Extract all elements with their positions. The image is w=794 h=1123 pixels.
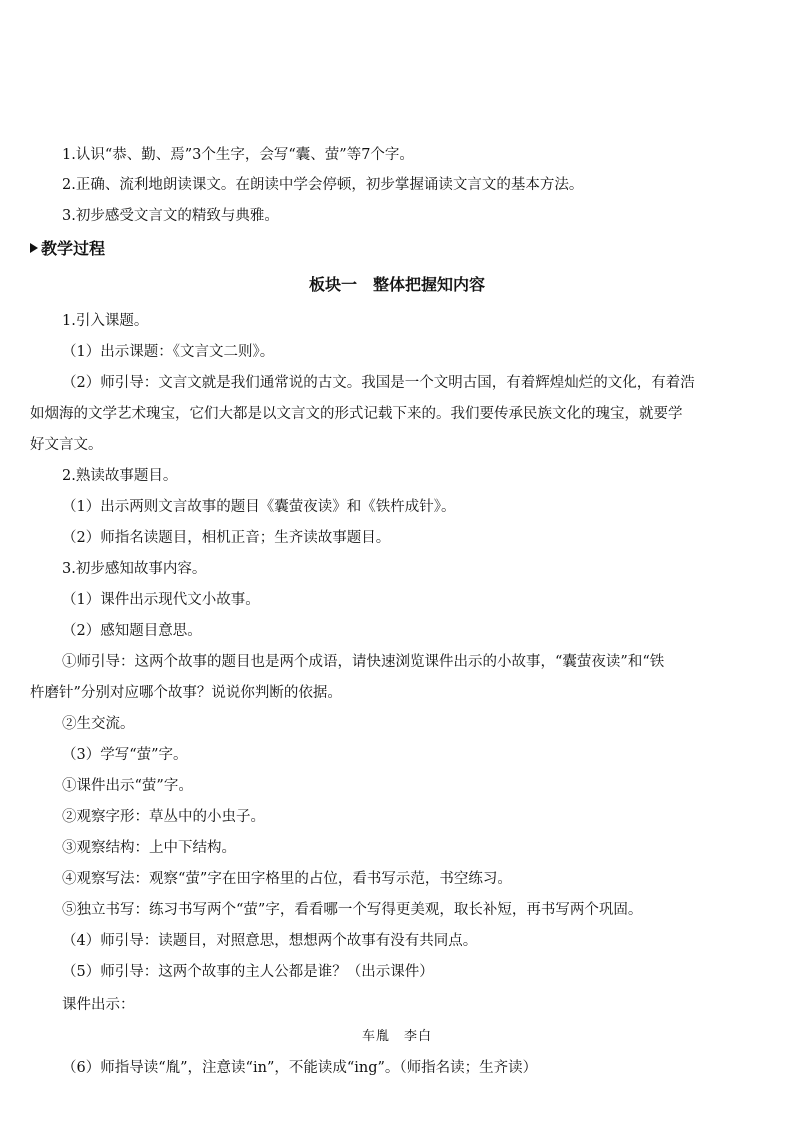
paragraph-line: ⑤独立书写：练习书写两个“萤”字，看看哪一个写得更美观，取长补短，再书写两个巩固。 [62,902,643,918]
paragraph-line: ②观察字形：草丛中的小虫子。 [62,809,265,825]
objective-1: 1.认识“恭、勤、焉”3个生字，会写“囊、萤”等7个字。 [62,147,414,163]
objective-2: 2.正确、流利地朗读课文。在朗读中学会停顿，初步掌握诵读文言文的基本方法。 [62,177,584,193]
paragraph-line: （1）课件出示现代文小故事。 [62,592,260,608]
paragraph-line: 好文言文。 [30,437,103,453]
triangle-bullet-icon [30,243,38,253]
paragraph-line: 如烟海的文学艺术瑰宝，它们大都是以文言文的形式记载下来的。我们要传承民族文化的瑰宝，就要学 [30,406,683,422]
paragraph-line: ②生交流。 [62,716,135,732]
paragraph-line: （2）师引导：文言文就是我们通常说的古文。我国是一个文明古国，有着辉煌灿烂的文化，有着浩 [62,375,695,391]
objective-3: 3.初步感受文言文的精致与典雅。 [62,208,279,224]
character-names: 车胤 李白 [361,1029,432,1044]
paragraph-line: （4）师引导：读题目，对照意思，想想两个故事有没有共同点。 [62,933,478,949]
paragraph-line: （3）学写“萤”字。 [62,747,188,763]
paragraph-line: （6）师指导读“胤”，注意读“in”，不能读成“ing”。（师指名读；生齐读） [62,1060,538,1076]
paragraph-line: ③观察结构：上中下结构。 [62,840,236,856]
paragraph-line: ①课件出示“萤”字。 [62,778,193,794]
process-heading: 教学过程 [30,239,105,259]
paragraph-line: 课件出示： [62,997,135,1013]
paragraph-line: （2）师指名读题目，相机正音；生齐读故事题目。 [62,530,391,546]
paragraph-line: 1.引入课题。 [62,313,149,329]
paragraph-line: ①师引导：这两个故事的题目也是两个成语，请快速浏览课件出示的小故事，“囊萤夜读”和“铁 [62,654,665,670]
paragraph-line: （1）出示两则文言故事的题目《囊萤夜读》和《铁杵成针》。 [62,499,456,515]
paragraph-line: （2）感知题目意思。 [62,623,202,639]
paragraph-line: （1）出示课题：《文言文二则》。 [62,344,275,360]
paragraph-line: ④观察写法：观察“萤”字在田字格里的占位，看书写示范，书空练习。 [62,871,512,887]
paragraph-line: 3.初步感知故事内容。 [62,561,207,577]
section-title: 板块一 整体把握知内容 [308,275,485,294]
paragraph-line: （5）师引导：这两个故事的主人公都是谁？（出示课件） [62,964,434,980]
paragraph-line: 杵磨针”分别对应哪个故事？说说你判断的依据。 [30,685,342,701]
paragraph-line: 2.熟读故事题目。 [62,468,178,484]
